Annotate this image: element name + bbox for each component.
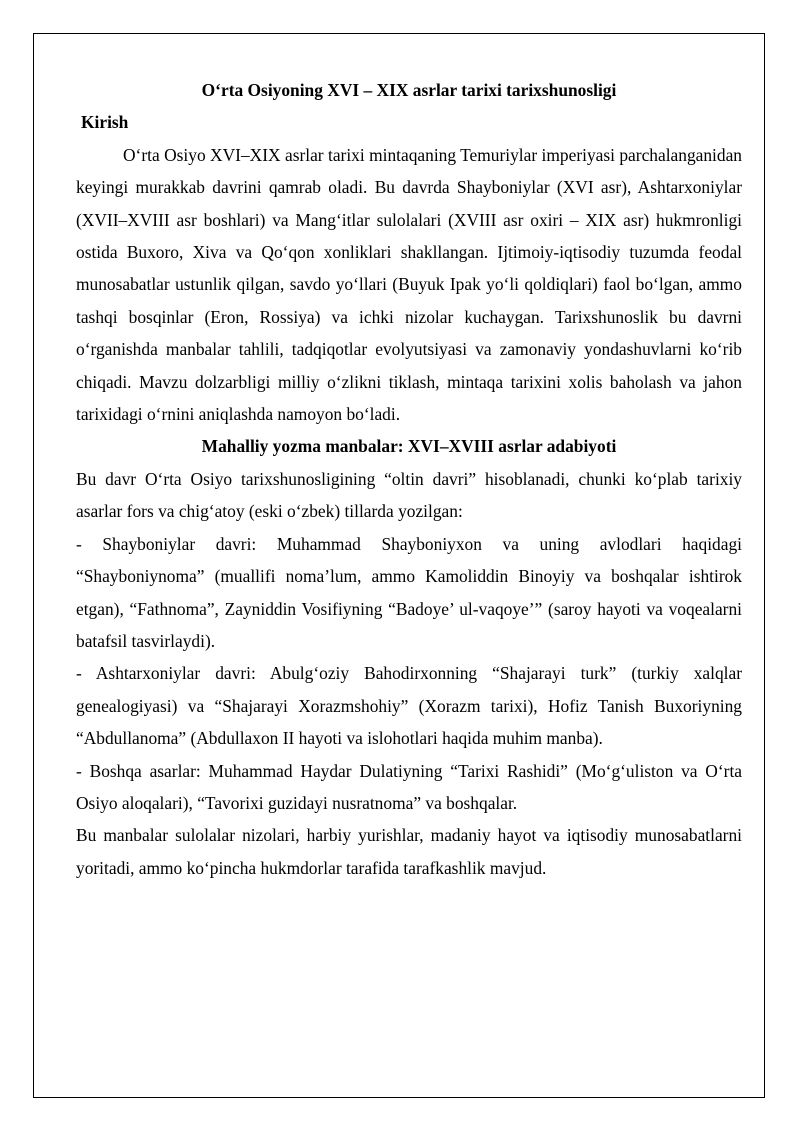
section-heading: Mahalliy yozma manbalar: XVI–XVIII asrlar adabiyoti — [201, 436, 617, 457]
document-body — [76, 74, 742, 884]
list-item: - Shayboniylar davri: Muhammad Shayboniyxon va uning avlodlari haqidagi “Shayboniynoma” (muallifi noma’lum, ammo Kamoliddin Binoyiy va boshqalar ishtirok etgan), “Fathnoma”, Zayniddin Vosifiyning “Badoye’ ul-vaqoye’” (saroy hayoti va voqealarni batafsil tasvirlaydi). — [76, 533, 742, 651]
list-item: - Ashtarxoniylar davri: Abulg‘oziy Bahodirxonning “Shajarayi turk” (turkiy xalqlar genealogiyasi) va “Shajarayi Xorazmshohiy” (Xorazm tarixi), Hofiz Tanish Buxoriyning “Abdullanoma” (Abdullaxon II hayoti va islohotlari haqida muhim manba). — [76, 663, 742, 749]
document-title: O‘rta Osiyoning XVI – XIX asrlar tarixi tarixshunosligi — [201, 80, 617, 100]
list-item: - Boshqa asarlar: Muhammad Haydar Dulatiyning “Tarixi Rashidi” (Mo‘g‘uliston va O‘rta Osiyo aloqalari), “Tavorixi guzidayi nusratnoma” va boshqalar. — [76, 760, 742, 813]
section-intro-paragraph: Bu davr O‘rta Osiyo tarixshunosligining “oltin davri” hisoblanadi, chunki ko‘plab tarixiy asarlar fors va chig‘atoy (eski o‘zbek) tillarda yozilgan: — [76, 468, 742, 522]
closing-paragraph: Bu manbalar sulolalar nizolari, harbiy yurishlar, madaniy hayot va iqtisodiy munosabatlarni yoritadi, ammo ko‘pincha hukmdorlar tarafida tarafkashlik mavjud. — [76, 825, 742, 878]
intro-paragraph: O‘rta Osiyo XVI–XIX asrlar tarixi mintaqaning Temuriylar imperiyasi parchalanganidan keyingi murakkab davrini qamrab oladi. Bu davrda Shayboniylar (XVI asr), Ashtarxoniylar (XVII–XVIII asr boshlari) va Mang‘itlar sulolalari (XVIII asr oxiri – XIX asr) hukmronligi ostida Buxoro, Xiva va Qo‘qon xonliklari shakllangan. Ijtimoiy-iqtisodiy tuzumda feodal munosabatlar ustunlik qilgan, savdo yo‘llari (Buyuk Ipak yo‘li qoldiqlari) faol bo‘lgan, ammo tashqi bosqinlar (Eron, Rossiya) va ichki nizolar kuchaygan. Tarixshunoslik bu davrni o‘rganishda manbalar tahlili, tadqiqotlar evolyutsiyasi va zamonaviy yondashuvlarni ko‘rib chiqadi. Mavzu dolzarbligi milliy o‘zlikni tiklash, mintaqa tarixini xolis baholash va jahon tarixidagi o‘rnini aniqlashda namoyon bo‘ladi. — [76, 144, 742, 425]
intro-heading: Kirish — [81, 112, 129, 133]
